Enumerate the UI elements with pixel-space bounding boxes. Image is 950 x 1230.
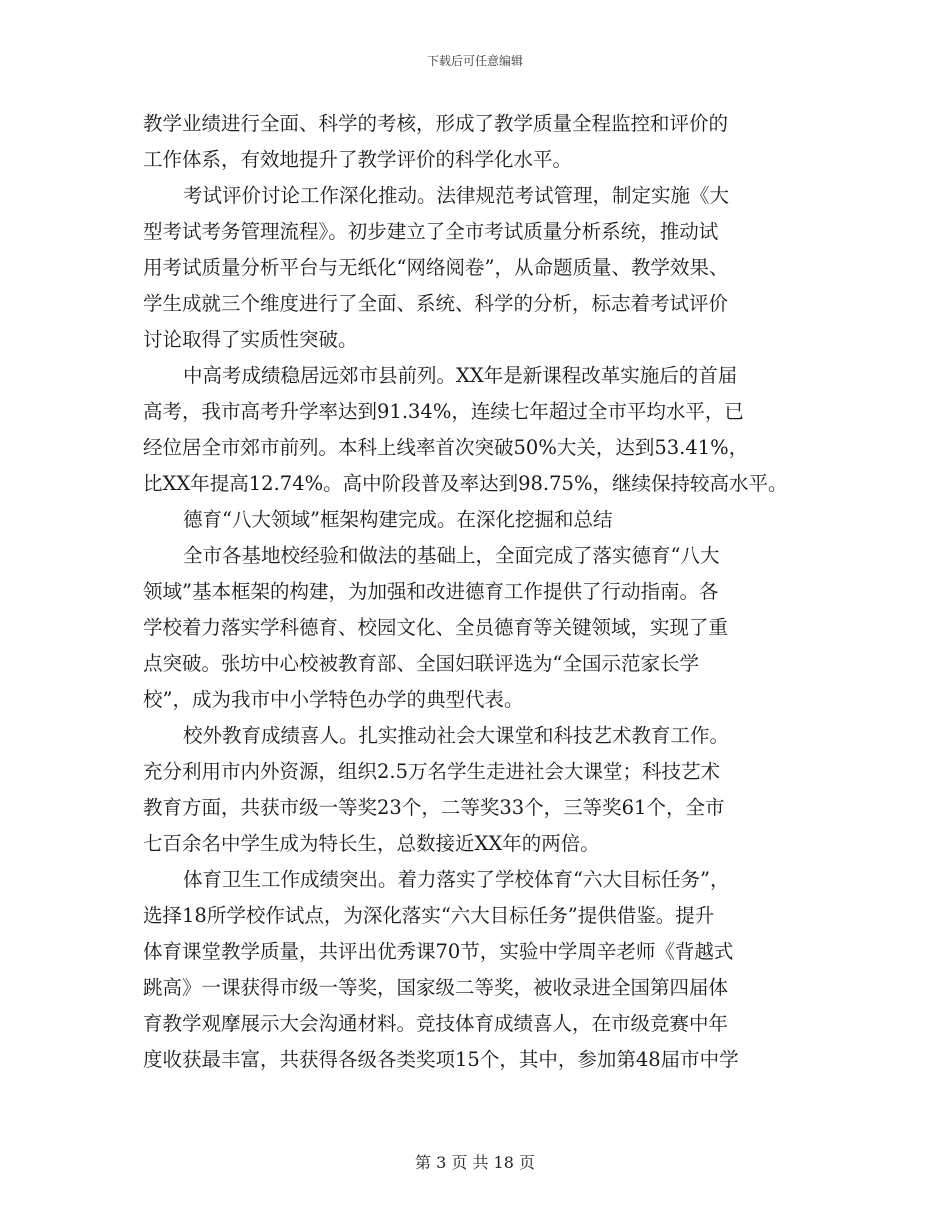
text-line: 点突破。张坊中心校被教育部、全国妇联评选为“全国示范家长学 — [143, 652, 699, 675]
text-line: 选择18所学校作试点，为深化落实“六大目标任务”提供借鉴。提升 — [143, 904, 715, 927]
page-footer: 第 3 页 共 18 页 — [415, 1153, 535, 1172]
text-line: 教学业绩进行全面、科学的考核，形成了教学质量全程监控和评价的 — [143, 112, 729, 135]
text-line: 育教学观摩展示大会沟通材料。竞技体育成绩喜人，在市级竞赛中年 — [143, 1012, 729, 1035]
page-header: 下载后可任意编辑 — [426, 54, 523, 68]
paragraph-start-line: 校外教育成绩喜人。扎实推动社会大课堂和科技艺术教育工作。 — [183, 724, 730, 747]
paragraph-start-line: 考试评价讨论工作深化推动。法律规范考试管理，制定实施《大 — [183, 184, 730, 207]
text-line: 经位居全市郊市前列。本科上线率首次突破50%大关，达到53.41%， — [143, 436, 749, 459]
text-line: 型考试考务管理流程》。初步建立了全市考试质量分析系统，推动试 — [143, 220, 719, 243]
paragraph-start-line: 体育卫生工作成绩突出。着力落实了学校体育“六大目标任务”， — [183, 868, 730, 891]
text-line: 讨论取得了实质性突破。 — [143, 328, 358, 351]
text-line: 度收获最丰富，共获得各级各类奖项15个，其中，参加第48届市中学 — [143, 1048, 739, 1071]
text-line: 领域”基本框架的构建，为加强和改进德育工作提供了行动指南。各 — [143, 580, 719, 603]
text-line: 七百余名中学生成为特长生，总数接近XX年的两倍。 — [143, 832, 600, 855]
text-line: 体育课堂教学质量，共评出优秀课70节，实验中学周辛老师《背越式 — [143, 940, 734, 963]
paragraph-start-line: 中高考成绩稳居远郊市县前列。XX年是新课程改革实施后的首届 — [183, 364, 738, 387]
paragraph-start-line: 德育“八大领域”框架构建完成。在深化挖掘和总结 — [183, 508, 613, 531]
text-line: 教育方面，共获市级一等奖23个，二等奖33个，三等奖61个，全市 — [143, 796, 725, 819]
text-line: 充分利用市内外资源，组织2.5万名学生走进社会大课堂；科技艺术 — [143, 760, 721, 783]
text-line: 比XX年提高12.74%。高中阶段普及率达到98.75%，继续保持较高水平。 — [143, 472, 788, 495]
paragraph-start-line: 全市各基地校经验和做法的基础上，全面完成了落实德育“八大 — [183, 544, 720, 567]
text-line: 学校着力落实学科德育、校园文化、全员德育等关键领域，实现了重 — [143, 616, 729, 639]
text-line: 工作体系，有效地提升了教学评价的科学化水平。 — [143, 148, 573, 171]
text-line: 用考试质量分析平台与无纸化“网络阅卷”，从命题质量、教学效果、 — [143, 256, 729, 279]
text-line: 学生成就三个维度进行了全面、系统、科学的分析，标志着考试评价 — [143, 292, 729, 315]
text-line: 高考，我市高考升学率达到91.34%，连续七年超过全市平均水平，已 — [143, 400, 744, 423]
text-line: 校”，成为我市中小学特色办学的典型代表。 — [143, 688, 524, 711]
text-line: 跳高》一课获得市级一等奖，国家级二等奖，被收录进全国第四届体 — [143, 976, 729, 999]
document-body — [143, 106, 815, 1078]
